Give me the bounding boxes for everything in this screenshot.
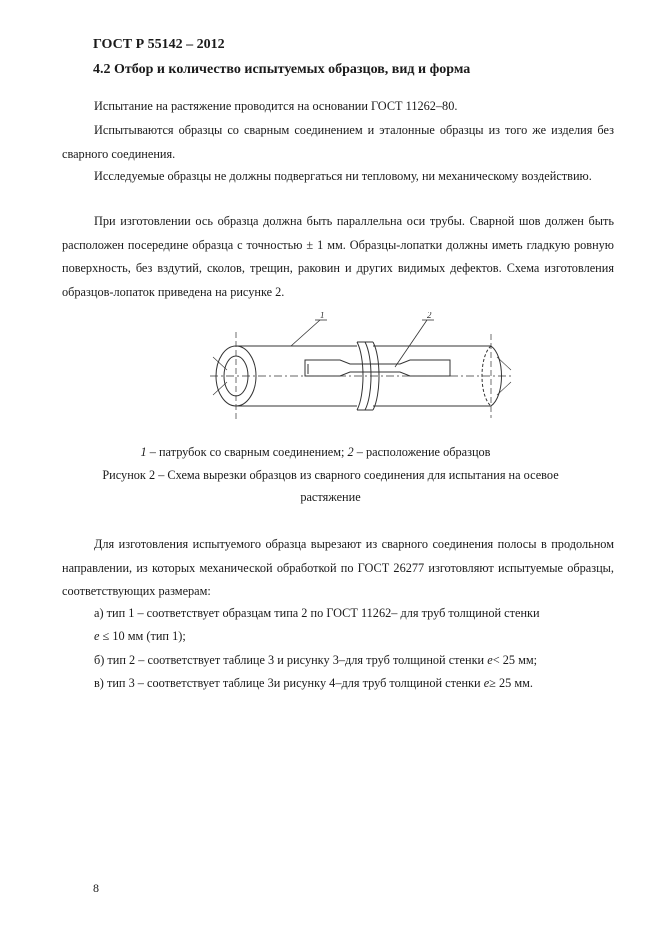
page-number: 8 [93, 881, 99, 895]
list-c-var: e [483, 676, 490, 690]
list-a-suffix: ≤ 10 мм (тип 1); [99, 629, 186, 643]
list-b-suffix: < 25 мм; [492, 653, 538, 667]
label-2: 2 [427, 312, 432, 320]
leader-1 [291, 320, 320, 346]
list-c-suffix: ≥ 25 мм. [489, 676, 533, 690]
list-b-var: e [487, 653, 493, 667]
paragraph-1: Испытание на растяжение проводится на основании ГОСТ 11262–80. [94, 99, 458, 113]
list-item-c [94, 672, 614, 696]
list-b-prefix: б) тип 2 – соответствует таблице 3 и рисунку 3–для труб толщиной стенки [94, 653, 488, 667]
list-a-var: e [94, 629, 100, 643]
legend-text-2: – расположение образцов [353, 445, 491, 459]
figure-legend [0, 441, 646, 463]
legend-num-1: 1 [140, 445, 147, 459]
paragraph-5: Для изготовления испытуемого образца вырезают из сварного соединения полосы в продольном направлении, из которых механической обработкой по ГОСТ 26277 изготовляют испытуемые образцы, соответствующих размерам: [62, 537, 614, 598]
legend-num-2: 2 [347, 445, 354, 459]
list-a-prefix: а) тип 1 – соответствует образцам типа 2 по ГОСТ 11262– для труб толщиной стенки [94, 606, 540, 620]
pipe-cutting-diagram [205, 312, 515, 424]
section-heading: 4.2 Отбор и количество испытуемых образцов, вид и форма [93, 62, 471, 77]
list-item-a [94, 602, 614, 626]
figure-caption-line-2: растяжение [300, 490, 361, 504]
label-1: 1 [320, 312, 325, 320]
list-c-prefix: в) тип 3 – соответствует таблице 3и рисунку 4–для труб толщиной стенки [94, 676, 484, 690]
legend-text-1: – патрубок со сварным соединением; [146, 445, 348, 459]
list-item-b [94, 649, 614, 673]
figure-caption-line-1: Рисунок 2 – Схема вырезки образцов из сварного соединения для испытания на осевое [102, 468, 559, 482]
document-header: ГОСТ Р 55142 – 2012 [93, 37, 225, 52]
paragraph-3: Исследуемые образцы не должны подвергаться ни тепловому, ни механическому воздействию. [94, 169, 592, 183]
list-item-a-cont [94, 625, 614, 649]
specimen-outline [305, 360, 450, 376]
paragraph-2: Испытываются образцы со сварным соединением и эталонные образцы из того же изделия без сварного соединения. [62, 123, 614, 161]
paragraph-4: При изготовлении ось образца должна быть параллельна оси трубы. Сварной шов должен быть расположен посередине образца с точностью ± 1 мм. Образцы-лопатки должны иметь гладкую ровную поверхность, без вздутий, сколов, трещин, раковин и других видимых дефектов. Схема изготовления образцов-лопаток приведена на рисунке 2. [62, 214, 614, 299]
